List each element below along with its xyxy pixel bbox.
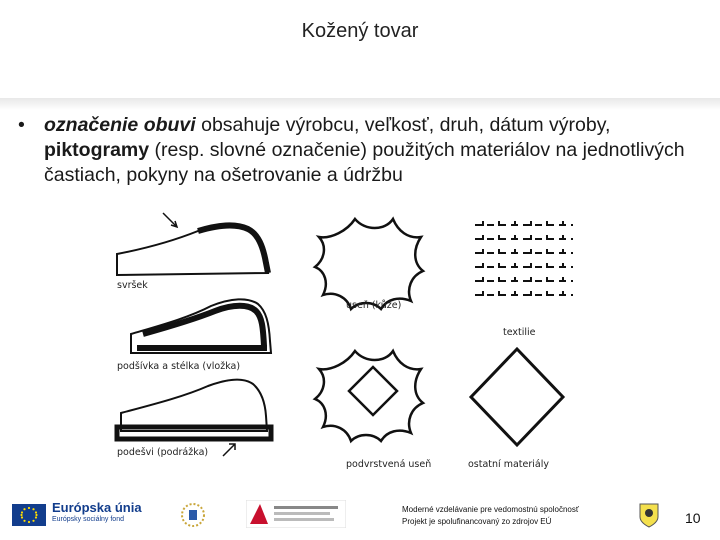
eu-flag-icon xyxy=(12,504,46,526)
slide-title: Kožený tovar xyxy=(301,20,419,42)
label-textile: textilie xyxy=(503,327,536,338)
bullet-emphasis-pictograms: piktogramy xyxy=(44,139,150,161)
label-leather: useň (kůže) xyxy=(346,300,402,311)
pictogram-figure xyxy=(103,201,583,483)
shoe-upper-pictogram xyxy=(117,213,268,275)
label-lining: podšívka a stélka (vložka) xyxy=(117,361,241,372)
shoe-lining-pictogram xyxy=(131,299,271,353)
shoe-sole-pictogram xyxy=(117,380,271,456)
operational-programme-logo xyxy=(246,500,346,528)
leather-hide-pictogram xyxy=(315,219,423,309)
title-divider xyxy=(0,98,720,110)
funding-note xyxy=(402,504,579,528)
slide-footer xyxy=(0,490,720,540)
bullet-text xyxy=(44,113,708,188)
label-coated-leather: podvrstvená useň xyxy=(346,459,432,470)
other-material-pictogram xyxy=(471,349,563,445)
funding-note-line-1: Moderné vzdelávanie pre vedomostnú spoločnosť xyxy=(402,505,579,514)
label-upper: svršek xyxy=(117,280,148,291)
eu-subtitle: Európsky sociálny fond xyxy=(52,516,124,523)
bullet-icon: • xyxy=(18,114,25,136)
coated-leather-pictogram xyxy=(315,351,423,441)
funding-note-line-2: Projekt je spolufinancovaný zo zdrojov EÚ xyxy=(402,517,552,526)
school-crest-icon xyxy=(638,502,660,528)
label-other-materials: ostatní materiály xyxy=(468,459,549,470)
eu-name: Európska únia xyxy=(52,500,142,515)
bullet-paragraph xyxy=(18,113,708,188)
pictogram-drawing xyxy=(103,201,583,483)
ministry-emblem-icon xyxy=(180,502,206,528)
page-number: 10 xyxy=(685,510,701,526)
bullet-emphasis-shoe-label: označenie obuvi xyxy=(44,114,196,136)
bullet-text-part: obsahuje výrobcu, veľkosť, druh, dátum výroby, xyxy=(195,114,611,136)
textile-pictogram xyxy=(475,221,573,303)
bullet-text-part-2: (resp. slovné označenie) použitých materiálov na jednotlivých častiach, pokyny na ošetrovanie a údržbu xyxy=(44,139,685,186)
label-sole: podešvi (podrážka) xyxy=(117,447,209,458)
